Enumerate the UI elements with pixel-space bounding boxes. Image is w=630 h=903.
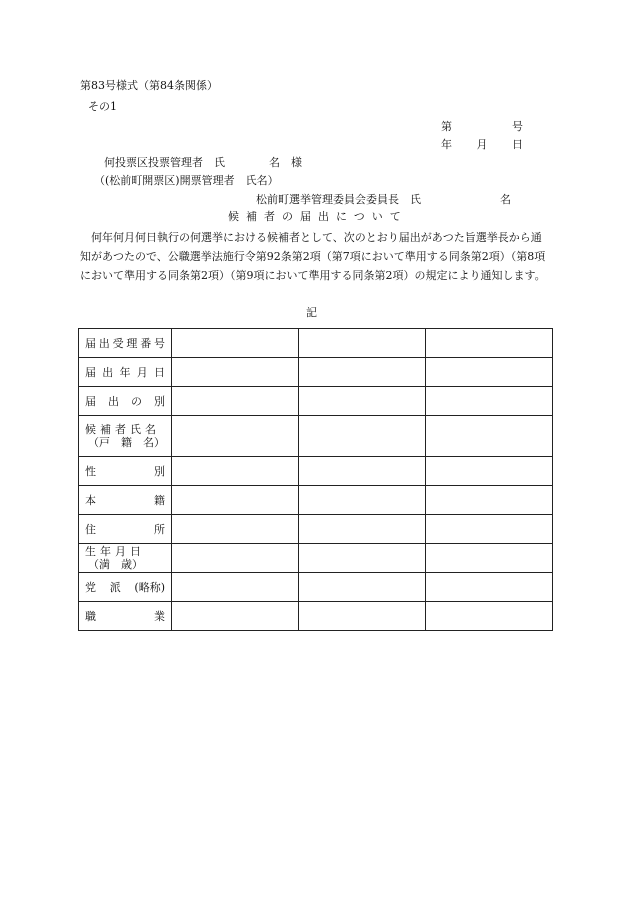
value-cell [172, 358, 299, 387]
form-variant: その1 [88, 100, 117, 113]
row-label: 住 所 [85, 523, 165, 536]
value-cell [172, 416, 299, 457]
value-cell [299, 602, 426, 631]
row-label-cell [79, 358, 172, 387]
value-cell [426, 573, 553, 602]
row-label-sub: （満 歳） [88, 558, 143, 571]
table-row [79, 515, 553, 544]
row-label: 生年月日 [85, 545, 145, 558]
row-label-cell [79, 416, 172, 457]
row-label-cell [79, 573, 172, 602]
value-cell [299, 457, 426, 486]
value-cell [426, 515, 553, 544]
table-row [79, 329, 553, 358]
date-year: 年 [441, 138, 452, 151]
row-label-cell [79, 544, 172, 573]
row-label-cell [79, 387, 172, 416]
value-cell [299, 416, 426, 457]
row-label-cell [79, 486, 172, 515]
document-date [441, 138, 523, 152]
table-row [79, 416, 553, 457]
table-row [79, 602, 553, 631]
value-cell [172, 573, 299, 602]
value-cell [426, 329, 553, 358]
number-prefix: 第 [441, 120, 452, 133]
row-label: 職 業 [85, 610, 165, 623]
value-cell [172, 515, 299, 544]
document-title: 候補者の届出について [228, 210, 408, 223]
row-label: 性 別 [85, 465, 165, 478]
addressee-line-2: （(松前町開票区)開票管理者 氏名） [94, 174, 279, 187]
value-cell [172, 544, 299, 573]
row-label: 候補者氏名 [85, 423, 160, 436]
value-cell [426, 544, 553, 573]
value-cell [426, 358, 553, 387]
row-label-cell [79, 457, 172, 486]
row-label: 届 出 の 別 [85, 395, 165, 408]
row-label: 届 出 年 月 日 [85, 366, 165, 379]
value-cell [299, 329, 426, 358]
row-label: 党 派 (略称) [85, 581, 165, 594]
value-cell [299, 544, 426, 573]
value-cell [299, 515, 426, 544]
table-row [79, 457, 553, 486]
value-cell [172, 602, 299, 631]
sender-name-suffix: 名 [500, 193, 511, 206]
row-label: 本 籍 [85, 494, 165, 507]
row-label-cell [79, 602, 172, 631]
value-cell [426, 486, 553, 515]
document-number [441, 120, 523, 134]
table-row [79, 544, 553, 573]
row-label-cell [79, 515, 172, 544]
sender-title: 松前町選挙管理委員会委員長 氏 [256, 193, 421, 206]
value-cell [426, 416, 553, 457]
value-cell [172, 387, 299, 416]
row-label: 届 出 受 理 番 号 [85, 337, 165, 350]
table-row [79, 387, 553, 416]
date-day: 日 [512, 138, 523, 151]
ki-heading: 記 [306, 306, 317, 319]
form-number: 第83号様式（第84条関係） [80, 79, 218, 92]
row-label-cell [79, 329, 172, 358]
value-cell [299, 358, 426, 387]
table-row [79, 486, 553, 515]
table-row [79, 358, 553, 387]
value-cell [426, 602, 553, 631]
row-label-sub: （戸 籍 名） [88, 436, 165, 449]
number-suffix: 号 [512, 120, 523, 133]
date-month: 月 [476, 138, 488, 151]
body-paragraph: 何年何月何日執行の何選挙における候補者として、次のとおり届出があつた旨選挙長から通知があつたので、公職選挙法施行令第92条第2項（第7項において準用する同条第2項）（第8項において準用する同条第2項）（第9項において準用する同条第2項）の規定により通知します。 [80, 231, 546, 282]
value-cell [426, 387, 553, 416]
value-cell [299, 387, 426, 416]
addressee-line-1: 何投票区投票管理者 氏 名 様 [104, 156, 302, 169]
value-cell [299, 486, 426, 515]
value-cell [172, 486, 299, 515]
value-cell [299, 573, 426, 602]
value-cell [172, 329, 299, 358]
notification-table [78, 328, 553, 631]
table-row [79, 573, 553, 602]
value-cell [426, 457, 553, 486]
value-cell [172, 457, 299, 486]
